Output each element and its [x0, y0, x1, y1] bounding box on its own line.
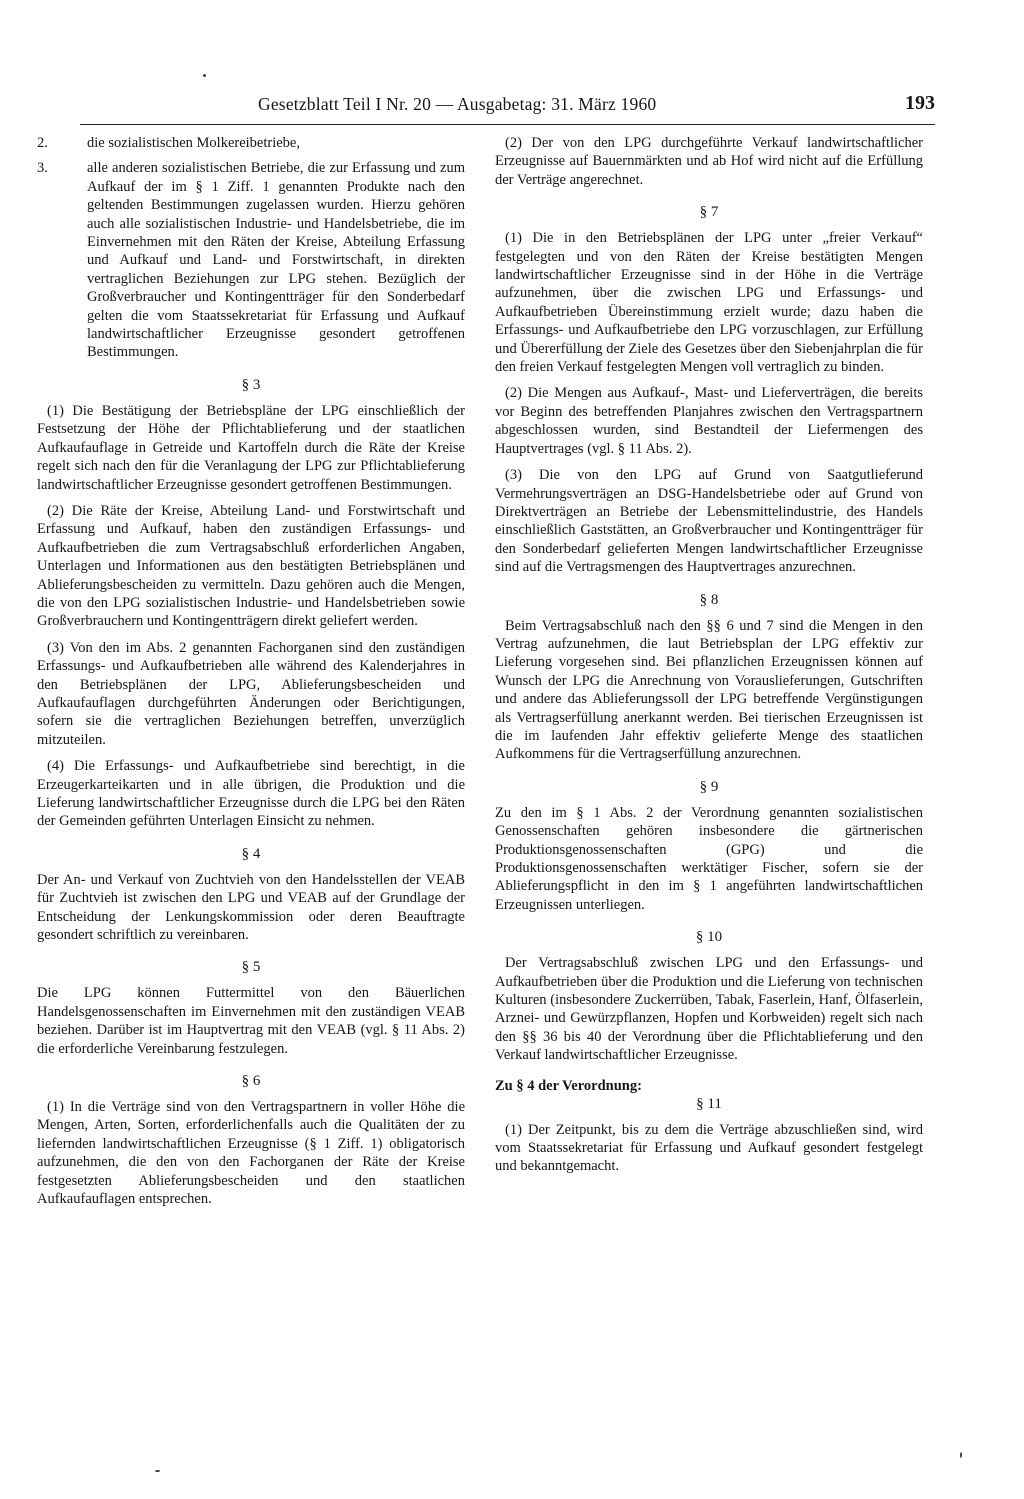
- paragraph: Die LPG können Futtermittel von den Bäuerlichen Handelsgenossenschaften im Einvernehmen mit den zuständigen VEAB beziehen. Darüber ist im Hauptvertrag mit den VEAB (vgl. § 11 Abs. 2) die erforderliche Vereinbarung festzulegen.: [37, 985, 465, 1057]
- list-item-number: 2.: [37, 135, 48, 151]
- paragraph: (2) Der von den LPG durchgeführte Verkauf landwirtschaftlicher Erzeugnisse auf Bauernmärkten und ab Hof wird nicht auf die Erfüllung der Verträge angerechnet.: [495, 135, 923, 188]
- paragraph: (1) Die in den Betriebsplänen der LPG unter „freier Verkauf“ festgelegten und von den Räten der Kreise bestätigten Mengen landwirtschaftlicher Erzeugnisse sind in der Höhe in die Verträge aufzunehmen, über die zwischen LPG und Erfassungs- und Aufkaufbetrieben Übereinstimmung erzielt wurde; dazu haben die Erfassungs- und Aufkaufbetriebe den LPG vorzuschlagen, zur Erfüllung und Übererfüllung der Ziele des Gesetzes über den Siebenjahrplan die für den freien Verkauf festgelegten Mengen voll vertraglich zu binden.: [495, 230, 923, 376]
- section-heading-3: § 3: [241, 376, 261, 393]
- right-column: [495, 134, 923, 1184]
- page-number: 193: [905, 92, 935, 114]
- list-item-number: 3.: [37, 160, 48, 177]
- paragraph: Der An- und Verkauf von Zuchtvieh von den Handelsstellen der VEAB für Zuchtvieh ist zwischen den LPG und VEAB auf der Grundlage der Entscheidung der Lenkungskommission oder deren Beauftragte gesondert schriftlich zu vereinbaren.: [37, 871, 465, 944]
- section-heading-6: § 6: [241, 1073, 261, 1090]
- list-item-text: die sozialistischen Molkereibetriebe,: [87, 135, 300, 151]
- page-header: [80, 90, 935, 125]
- print-speck: [155, 1470, 160, 1472]
- paragraph: (3) Die von den LPG auf Grund von Saatgutlieferund Vermehrungsverträgen an DSG-Handelsbetriebe oder auf Grund von Direktverträgen an Betriebe der Lebensmittelindustrie, des Handels einschließlich Gaststätten, an Großverbraucher und Kontingentträger für den Sonderbedarf gelieferten Mengen landwirtschaftlicher Erzeugnisse sind auf die Vertragsmengen des Hauptvertrages anzurechnen.: [495, 467, 923, 576]
- section-heading-5: § 5: [241, 959, 261, 976]
- gazette-title: Gesetzblatt Teil I Nr. 20 — Ausgabetag: 31. März 1960: [258, 94, 657, 114]
- paragraph: Der Vertragsabschluß zwischen LPG und den Erfassungs- und Aufkaufbetrieben über die Produktion und die Lieferung von technischen Kulturen (insbesondere Zuckerrüben, Tabak, Faserlein, Hanf, Ölfaserlein, Arznei- und Gewürzpflanzen, Hopfen und Korbweiden) regelt sich nach den §§ 36 bis 40 der Verordnung über die Pflichtablieferung und den Verkauf landwirtschaftlicher Erzeugnisse.: [495, 955, 923, 1064]
- section-heading-11: § 11: [696, 1095, 722, 1112]
- paragraph: Beim Vertragsabschluß nach den §§ 6 und 7 sind die Mengen in den Vertrag aufzunehmen, die laut Betriebsplan der LPG effektiv zur Lieferung vorgesehen sind. Bei pflanzlichen Erzeugnissen können auf Wunsch der LPG die Anrechnung von Vorauslieferungen, Gutschriften und andere das Ablieferungssoll der LPG betreffende Vergünstigungen als Vertragserfüllung anerkannt werden. Bei tierischen Erzeugnissen ist die im laufenden Jahr effektiv gelieferte Menge des staatlichen Aufkommens für die Vertragserfüllung anzurechnen.: [495, 617, 923, 763]
- section-heading-9: § 9: [699, 778, 719, 795]
- paragraph: (1) In die Verträge sind von den Vertragspartnern in voller Höhe die Mengen, Arten, Sorten, erforderlichenfalls auch die Qualitäten der zu liefernden landwirtschaftlichen Erzeugnisse (§ 1 Ziff. 1) obligatorisch aufzunehmen, die den von den Fachorganen der Räte der Kreise festgesetzten Ablieferungsbescheiden und den staatlichen Aufkaufauflagen entsprechen.: [37, 1099, 465, 1208]
- section-heading-4: § 4: [241, 845, 261, 862]
- list-item-text: alle anderen sozialistischen Betriebe, die zur Erfassung und zum Aufkauf der im § 1 Ziff. 1 genannten Produkte nach den geltenden Bestimmungen zugelassen wurden. Hierzu gehören auch alle sozialistischen Industrie- und Handelsbetriebe, die im Einvernehmen mit den Räten der Kreise, Abteilung Erfassung und Aufkauf und Land- und Forstwirtschaft, in direkten vertraglichen Beziehungen zur LPG stehen. Bezüglich der Großverbraucher und Kontingentträger für den Sonderbedarf gelten die vom Staatssekretariat für Erfassung und Aufkauf landwirtschaftlicher Erzeugnisse gesondert getroffenen Bestimmungen.: [87, 160, 465, 361]
- paragraph: (4) Die Erfassungs- und Aufkaufbetriebe sind berechtigt, in die Erzeugerkarteikarten und in alle übrigen, die Produktion und die Lieferung landwirtschaftlicher Erzeugnisse durch die LPG bei den Räten der Gemeinden geführten Unterlagen Einsicht zu nehmen.: [37, 758, 465, 830]
- section-heading-8: § 8: [699, 591, 719, 608]
- section-heading-7: § 7: [699, 204, 719, 221]
- subheading: Zu § 4 der Verordnung:: [495, 1077, 642, 1094]
- paragraph: (2) Die Mengen aus Aufkauf-, Mast- und Lieferverträgen, die bereits vor Beginn des betreffenden Planjahres zwischen den Vertragspartnern abgeschlossen wurden, sind Bestandteil der Liefermengen des Hauptvertrages (vgl. § 11 Abs. 2).: [495, 385, 923, 457]
- paragraph: (1) Der Zeitpunkt, bis zu dem die Verträge abzuschließen sind, wird vom Staatssekretariat für Erfassung und Aufkauf gesondert festgelegt und bekanntgemacht.: [495, 1121, 923, 1175]
- list-item: [37, 134, 465, 152]
- print-speck: [203, 74, 206, 77]
- paragraph: Zu den im § 1 Abs. 2 der Verordnung genannten sozialistischen Genossenschaften gehören insbesondere die gärtnerischen Produktionsgenossenschaften (GPG) und die Produktionsgenossenschaften werktätiger Fischer, sofern sie der Ablieferungspflicht in den im § 1 angeführten landwirtschaftlichen Erzeugnissen unterliegen.: [495, 804, 923, 913]
- print-speck: [960, 1452, 962, 1458]
- left-column: [37, 134, 465, 1217]
- paragraph: (1) Die Bestätigung der Betriebspläne der LPG einschließlich der Festsetzung der Höhe der Pflichtablieferung und der staatlichen Aufkaufauflage in Getreide und Kartoffeln durch die Räte der Kreise regelt sich nach den für die Veranlagung der LPG zur Pflichtablieferung landwirtschaftlicher Erzeugnisse gesondert getroffenen Bestimmungen.: [37, 402, 465, 493]
- list-item: [37, 159, 465, 361]
- section-heading-10: § 10: [695, 929, 723, 946]
- paragraph: (3) Von den im Abs. 2 genannten Fachorganen sind den zuständigen Erfassungs- und Aufkaufbetrieben alle während des Kalenderjahres in den Betriebsplänen der LPG, Ablieferungsbescheiden und Aufkaufauflagen durchgeführten Änderungen oder Berichtigungen, sofern sie die vertraglichen Beziehungen betreffen, unverzüglich mitzuteilen.: [37, 639, 465, 748]
- paragraph: (2) Die Räte der Kreise, Abteilung Land- und Forstwirtschaft und Erfassung und Aufkauf, haben den zuständigen Erfassungs- und Aufkaufbetrieben die zum Vertragsabschluß erforderlichen Angaben, Unterlagen und Informationen aus den bestätigten Betriebsplänen und Ablieferungsbescheiden zu vermitteln. Dazu gehören auch die Mengen, die von den LPG sozialistischen Industrie- und Handelsbetrieben sowie Großverbrauchern und Kontingentträgern direkt geliefert werden.: [37, 502, 465, 630]
